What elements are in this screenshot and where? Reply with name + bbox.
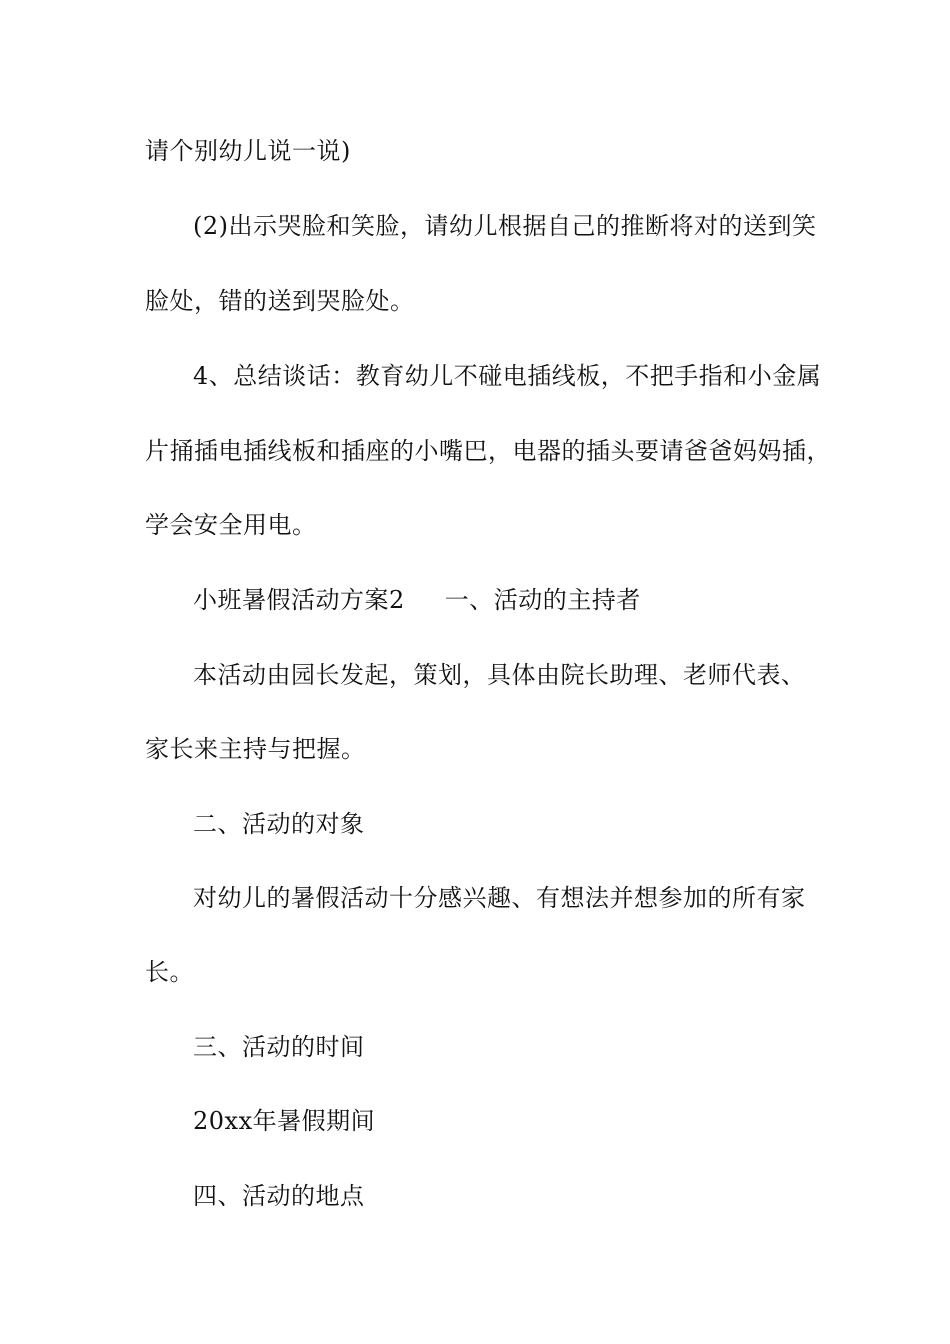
section-heading-4: 四、活动的地点 <box>193 1182 365 1210</box>
text-line-14: 20xx年暑假期间 <box>193 1107 376 1135</box>
text-line-6: 学会安全用电。 <box>145 511 317 539</box>
section-heading-3: 三、活动的时间 <box>193 1033 365 1061</box>
text-line-4: 4、总结谈话：教育幼儿不碰电插线板，不把手指和小金属 <box>193 362 822 390</box>
text-line-3: 脸处，错的送到哭脸处。 <box>145 287 415 315</box>
section-heading-2: 二、活动的对象 <box>193 810 365 838</box>
text-line-11: 对幼儿的暑假活动十分感兴趣、有想法并想参加的所有家 <box>193 884 806 912</box>
text-line-5: 片捅插电插线板和插座的小嘴巴，电器的插头要请爸爸妈妈插， <box>145 437 831 465</box>
section-heading-1: 一、活动的主持者 <box>444 586 641 614</box>
text-line-12: 长。 <box>145 958 194 986</box>
plan-title: 小班暑假活动方案2 <box>193 586 405 614</box>
text-line-8: 本活动由园长发起，策划，具体由院长助理、老师代表、 <box>193 661 806 689</box>
text-line-9: 家长来主持与把握。 <box>145 735 366 763</box>
section-heading-line <box>193 585 641 615</box>
text-line-2: (2)出示哭脸和笑脸，请幼儿根据自己的推断将对的送到笑 <box>193 212 817 240</box>
text-line-1: 请个别幼儿说一说) <box>145 137 351 165</box>
